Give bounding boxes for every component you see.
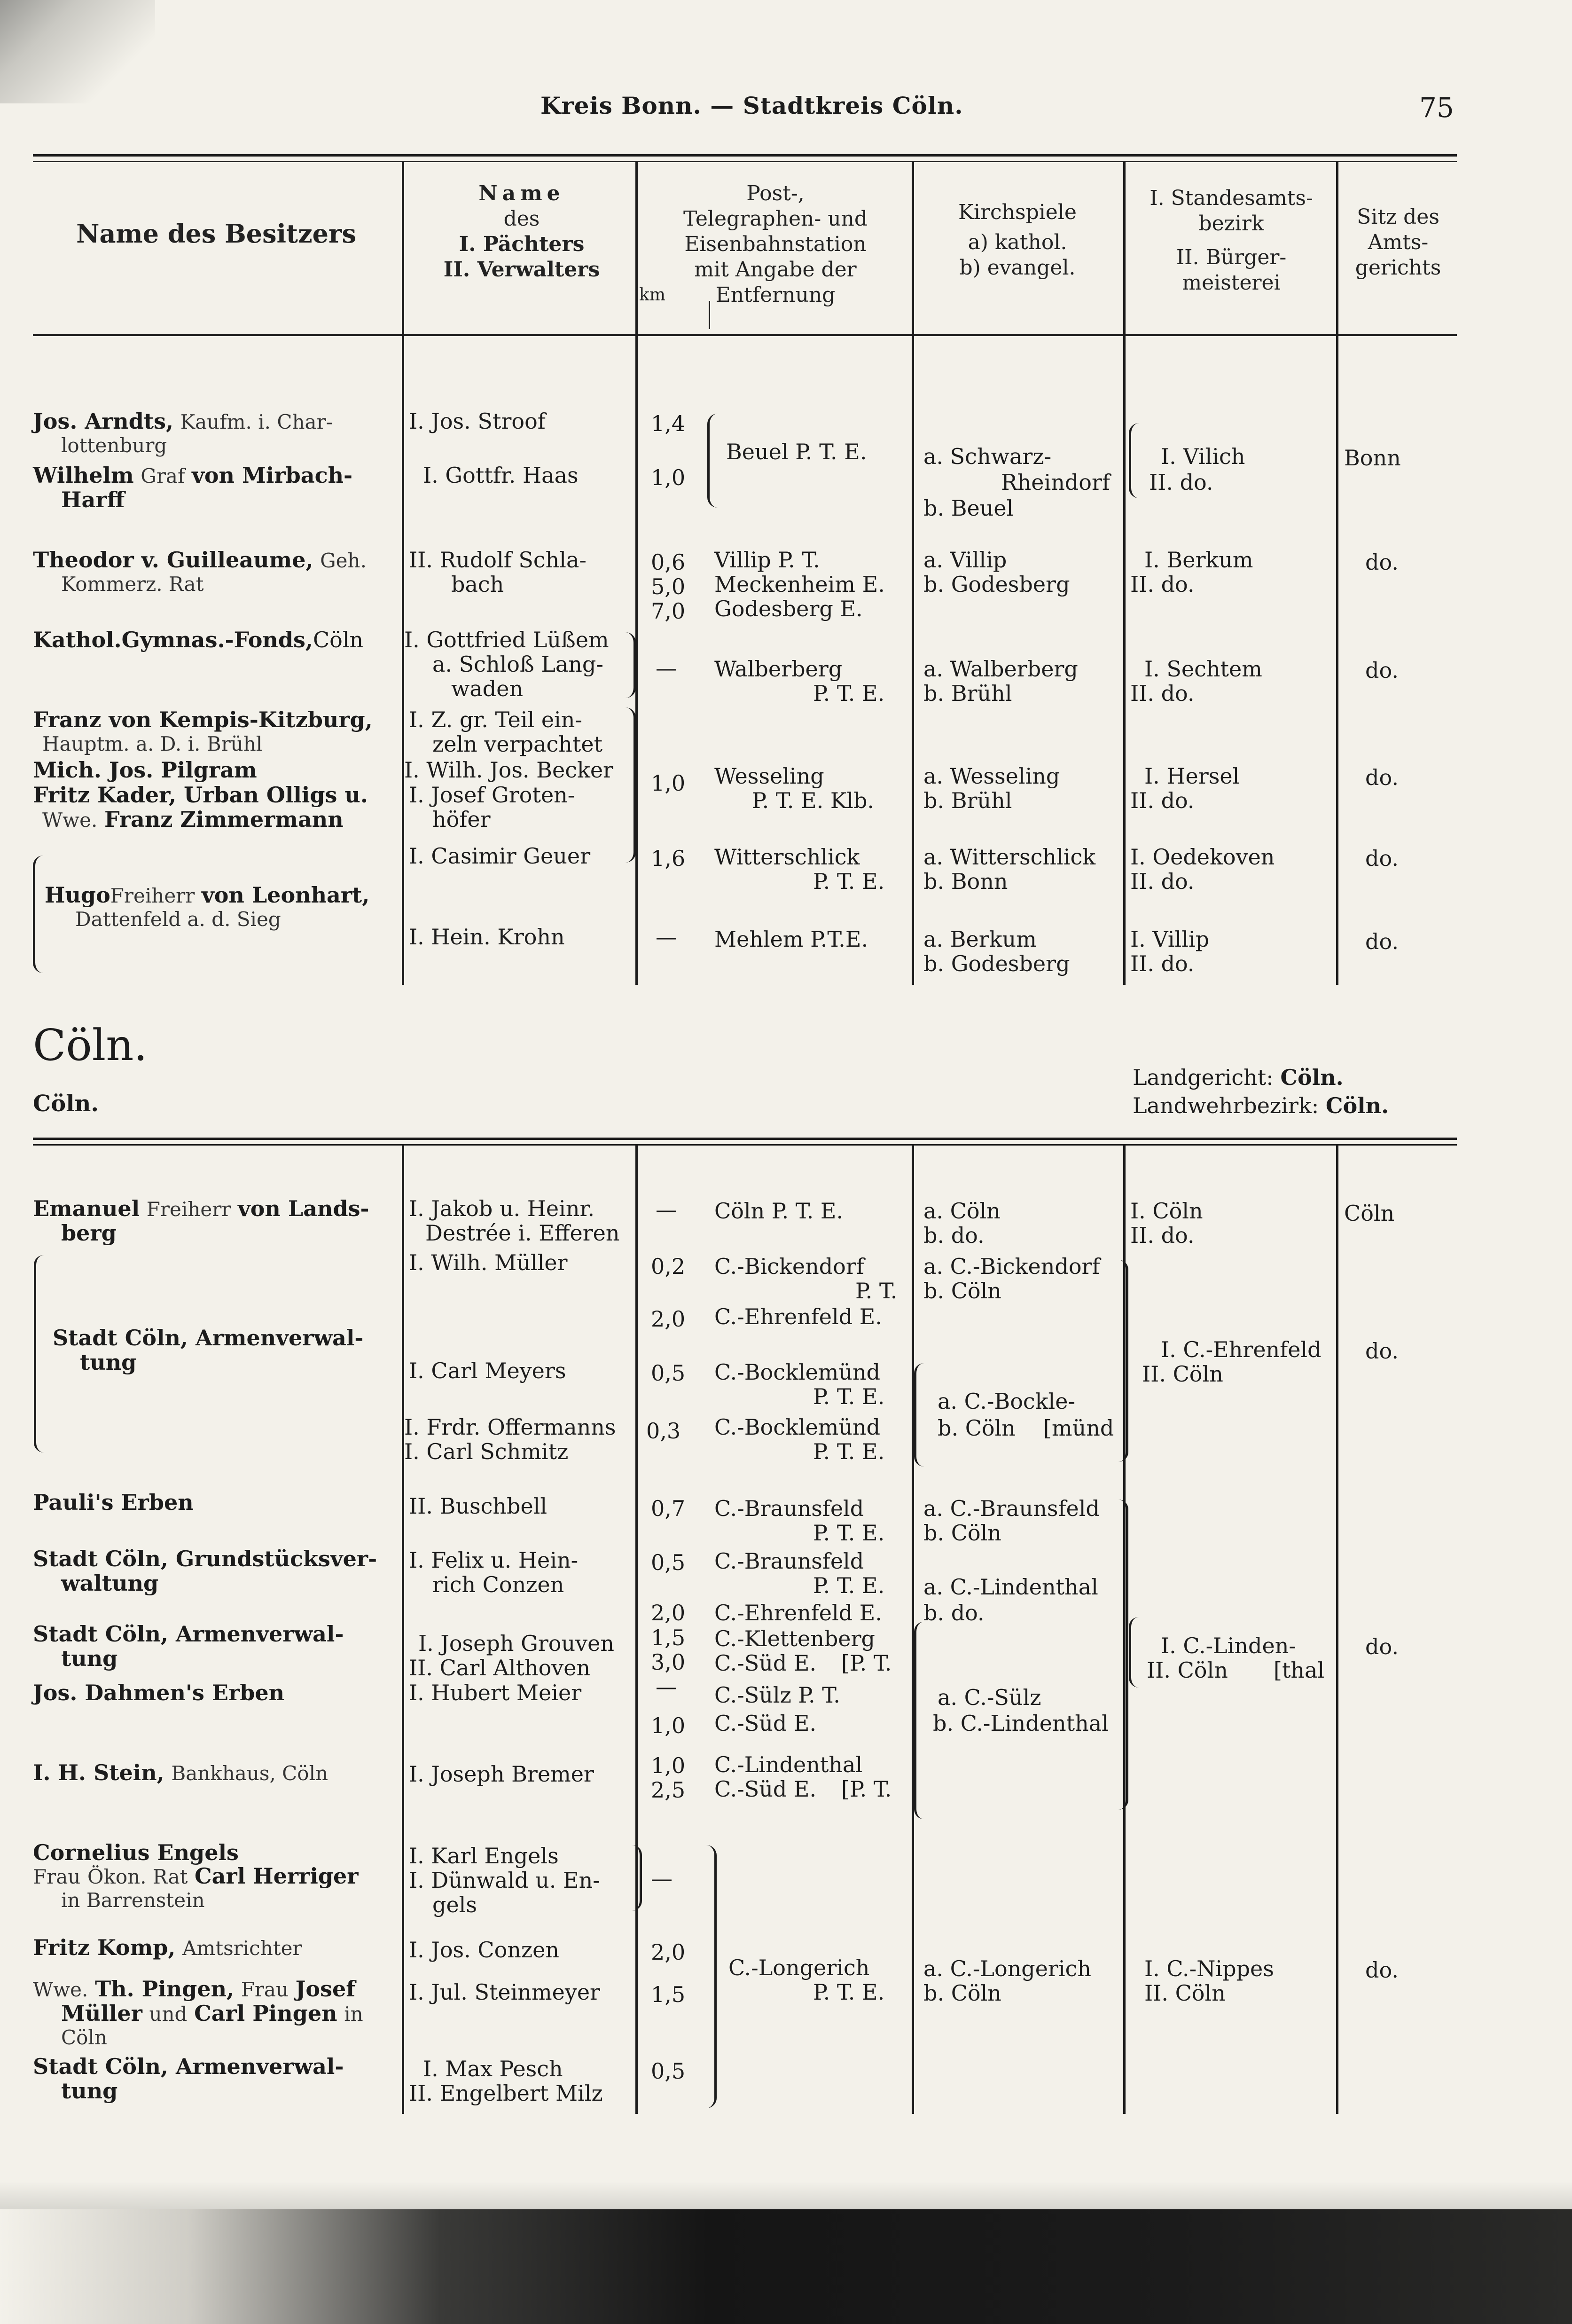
coeln-c6-k1: a. C.-Sülz: [938, 1685, 1041, 1710]
column-header-kirchspiele: [914, 200, 1121, 281]
coeln-c5-sitz: do.: [1365, 1634, 1399, 1659]
coeln-c3-k2: b. Cöln: [923, 1520, 1001, 1546]
coeln-c4-tenant-b: rich Conzen: [432, 1572, 564, 1597]
bonn-r7-tenant-b: höfer: [432, 807, 491, 832]
coeln-c1-owner: [33, 1196, 369, 1222]
col-name-l1: Name: [478, 181, 565, 205]
owner-name-cont: von Mirbach-: [192, 463, 353, 488]
bonn-r3-s1: I. Berkum: [1144, 547, 1253, 573]
bonn-r3-post1: Villip P. T.: [714, 547, 820, 573]
coeln-c9-tenant-b: gels: [432, 1892, 477, 1917]
col-kirch-l2: a) kathol.: [968, 230, 1067, 254]
coeln-c1-tenant-b: Destrée i. Efferen: [425, 1220, 620, 1246]
bonn-r9-tenant: I. Hein. Krohn: [409, 924, 565, 950]
bonn-r4-tenant-b: a. Schloß Lang-: [432, 652, 603, 677]
section-rule-1: [33, 1138, 1457, 1140]
owner-title: Freiherr: [110, 884, 195, 907]
coeln-c1-km: —: [656, 1197, 677, 1222]
bonn-r8-k1: a. Witterschlick: [923, 844, 1096, 870]
coeln-c9-tenant-a: I. Dünwald u. En-: [409, 1868, 600, 1893]
bonn-r8-km: 1,6: [651, 846, 686, 871]
landwehr-value: Cöln.: [1325, 1093, 1389, 1118]
coeln-c10-km: 2,0: [651, 1939, 686, 1965]
bonn-r2-owner: [33, 463, 352, 488]
coeln-c12-owner: Stadt Cöln, Armenverwal-: [33, 2054, 344, 2079]
coeln-c2-t2: I. Carl Meyers: [409, 1358, 566, 1383]
coeln-c7-tenant: I. Joseph Bremer: [409, 1761, 594, 1787]
bonn-r8-tenant: I. Casimir Geuer: [409, 843, 591, 869]
coeln-c5-t2: II. Carl Althoven: [409, 1655, 591, 1680]
coeln-c7-km2: 2,5: [651, 1777, 686, 1803]
col-stand-l3: II. Bürger-: [1176, 245, 1287, 269]
col-kirch-l3: b) evangel.: [959, 256, 1076, 280]
coeln-c5-km1: 1,5: [651, 1625, 686, 1650]
bonn-r4-s1: I. Sechtem: [1144, 656, 1262, 682]
coeln-c2-k1b: b. Cöln: [923, 1278, 1001, 1303]
col-stand-l4: meisterei: [1182, 271, 1281, 295]
coeln-c2-t4: I. Carl Schmitz: [404, 1439, 569, 1464]
coeln-c1-s1: I. Cöln: [1130, 1198, 1203, 1224]
coeln-c6-post2: C.-Süd E.: [714, 1711, 817, 1736]
bonn-r4-k1: a. Walberberg: [923, 656, 1078, 682]
owner-title-2: Frau: [241, 1978, 289, 2001]
coeln-c3-owner: Pauli's Erben: [33, 1490, 194, 1515]
coeln-c4-owner: Stadt Cöln, Grundstücksver-: [33, 1546, 377, 1571]
column-header-owner: Name des Besitzers: [76, 219, 356, 249]
coeln-c7-km1: 1,0: [651, 1753, 686, 1778]
coeln-c5-km2: 3,0: [651, 1649, 686, 1675]
col-name-l4: II. Verwalters: [443, 258, 600, 282]
landgericht-label: Landgericht:: [1133, 1065, 1274, 1090]
vline-5: [1336, 162, 1338, 985]
header-rule-top: [33, 154, 1457, 157]
owner-title: Graf: [141, 464, 185, 487]
bonn-r12-sitz: Bonn: [1344, 445, 1401, 471]
coeln-c1-k1: a. Cöln: [923, 1198, 1001, 1224]
coeln-c5-s-brace: [1118, 1500, 1128, 1810]
coeln-c4-post: C.-Braunsfeld: [714, 1548, 864, 1574]
coeln-c2-km3: 0,5: [651, 1360, 686, 1386]
vline-3: [912, 162, 914, 985]
coeln-c8-s2: II. Cöln: [1144, 1980, 1226, 2006]
owner-title: Amtsrichter: [182, 1937, 302, 1960]
vline-c2: [635, 1146, 638, 2114]
coeln-c2-km2: 2,0: [651, 1306, 686, 1332]
section-subtitle: Cöln.: [33, 1091, 99, 1117]
coeln-c8-post2: P. T. E.: [813, 1979, 885, 2005]
col-name-l3: I. Pächters: [459, 232, 585, 256]
owner-title: Wwe.: [42, 809, 98, 832]
bonn-r12-s2: II. do.: [1149, 470, 1213, 495]
owner-name: Jos. Arndts,: [33, 408, 174, 434]
bonn-r3-km3: 7,0: [651, 598, 686, 624]
coeln-c6-post1: C.-Sülz P. T.: [714, 1682, 840, 1708]
coeln-c2-post1b: P. T.: [855, 1278, 898, 1303]
landgericht: [1133, 1065, 1344, 1090]
bonn-r1-tenant: I. Jos. Stroof: [409, 408, 546, 434]
bonn-r4-owner: [33, 628, 363, 652]
coeln-c8-post1: C.-Longerich: [728, 1955, 870, 1980]
coeln-c4-km: 0,5: [651, 1550, 686, 1575]
bonn-r9-s2: II. do.: [1130, 951, 1195, 976]
coeln-c3-km: 0,7: [651, 1496, 686, 1521]
bonn-r5-tenant-a: I. Z. gr. Teil ein-: [409, 707, 582, 732]
bonn-r5-tenant-b: zeln verpachtet: [432, 731, 603, 757]
bonn-r8-s1: I. Oedekoven: [1130, 844, 1275, 870]
bonn-r3-k2: b. Godesberg: [923, 572, 1070, 597]
bonn-r6-km: 1,0: [651, 770, 686, 796]
coeln-c9-owner: [33, 1864, 358, 1889]
bonn-r12-k3: b. Beuel: [923, 495, 1014, 521]
coeln-c2-sitz: do.: [1365, 1338, 1399, 1364]
section-title: Cöln.: [33, 1020, 148, 1070]
coeln-c8-tenant: I. Karl Engels: [409, 1843, 559, 1869]
bonn-r4-brace: [625, 632, 636, 698]
bonn-r4-k2: b. Brühl: [923, 681, 1012, 706]
bonn-r7-tenant-a: I. Josef Groten-: [409, 782, 575, 808]
bonn-r4-km: —: [656, 655, 677, 681]
col-post-km: km: [639, 285, 665, 305]
bonn-r8-k2: b. Bonn: [923, 869, 1008, 894]
coeln-c12-tenant-b: II. Engelbert Milz: [409, 2081, 603, 2106]
bonn-r12-k1: a. Schwarz-: [923, 444, 1052, 469]
owner-place: Cöln: [313, 627, 364, 652]
vline-1: [402, 162, 404, 985]
bonn-r9-k2: b. Godesberg: [923, 951, 1070, 976]
coeln-c1-owner-cont: berg: [61, 1220, 117, 1246]
page-header: [0, 92, 1572, 129]
bonn-r7-owner-cont: [42, 807, 344, 832]
coeln-c6-km1: —: [656, 1674, 677, 1699]
vline-c5: [1336, 1146, 1338, 2114]
coeln-c4-k1: a. C.-Lindenthal: [923, 1574, 1098, 1600]
col-sitz-l2: Amts-: [1368, 230, 1429, 254]
owner-name-2: Josef: [295, 1976, 356, 2002]
header-rule-top-2: [33, 161, 1457, 162]
owner-title: Bankhaus, Cöln: [171, 1762, 328, 1785]
bonn-r6-k2: b. Brühl: [923, 788, 1012, 813]
owner-name: Theodor v. Guilleaume,: [33, 547, 313, 573]
column-header-sitz: [1339, 204, 1457, 281]
coeln-c89-brace: [632, 1845, 642, 1911]
bonn-r3-tenant-a: II. Rudolf Schla-: [409, 547, 587, 573]
coeln-c3-tenant: II. Buschbell: [409, 1493, 547, 1519]
bonn-r12-brace-2: [1129, 423, 1140, 498]
coeln-c2-brace: [34, 1255, 44, 1452]
coeln-c11-tenant: I. Jul. Steinmeyer: [409, 1979, 601, 2005]
coeln-c3-postb: P. T. E.: [813, 1520, 885, 1546]
bonn-r4-tenant-c: waden: [451, 676, 524, 701]
owner-conj: und: [149, 2002, 188, 2026]
coeln-c5-post2: C.-Süd E.: [714, 1650, 817, 1676]
owner-name-4: Carl Pingen: [194, 2001, 337, 2026]
coeln-c2-post3: C.-Bocklemünd: [714, 1359, 881, 1385]
col-post-l1: Post-,: [746, 181, 805, 205]
column-header-standesamt: [1126, 186, 1337, 296]
vline-2: [635, 162, 638, 985]
col-post-l5: Entfernung: [715, 283, 836, 307]
owner-name-cont: von Leonhart,: [201, 882, 370, 908]
owner-name: Hugo: [45, 882, 110, 908]
coeln-c2-post1: C.-Bickendorf: [714, 1254, 864, 1279]
bonn-r6-s2: II. do.: [1130, 788, 1195, 813]
col-stand-l1: I. Standesamts-: [1150, 186, 1313, 210]
bonn-r6-k1: a. Wesseling: [923, 763, 1060, 789]
bonn-r3-s2: II. do.: [1130, 572, 1195, 597]
coeln-c8-post-brace: [705, 1845, 717, 2108]
coeln-c2-post2: C.-Ehrenfeld E.: [714, 1304, 882, 1329]
scan-shadow-bottom: [0, 2209, 1572, 2324]
coeln-c2-s-brace: [1118, 1260, 1128, 1462]
coeln-c2-post3b: P. T. E.: [813, 1384, 885, 1409]
coeln-c4-postb: P. T. E.: [813, 1573, 885, 1598]
bonn-r8-post1: Witterschlick: [714, 844, 860, 870]
bonn-r6-post2: P. T. E. Klb.: [752, 788, 875, 813]
column-header-name: [404, 181, 639, 283]
bonn-r6-brace: [625, 707, 636, 863]
coeln-c8-k1: a. C.-Longerich: [923, 1956, 1092, 1981]
owner-name: Wilhelm: [33, 463, 134, 488]
coeln-c7-post2b: [P. T.: [841, 1776, 892, 1802]
bonn-r12-brace: [707, 414, 718, 508]
col-post-l2: Telegraphen- und: [683, 207, 868, 231]
owner-title: Kaufm. i. Char-: [180, 410, 333, 433]
bonn-r3-km2: 5,0: [651, 574, 686, 599]
bonn-r1-owner: [33, 409, 333, 434]
coeln-c2-post4b: P. T. E.: [813, 1439, 885, 1464]
bonn-r7-owner: Fritz Kader, Urban Olligs u.: [33, 782, 368, 808]
bonn-r3-k1: a. Villip: [923, 547, 1007, 573]
landwehr-label: Landwehrbezirk:: [1133, 1093, 1319, 1118]
bonn-r2-owner-cont: Harff: [61, 487, 125, 512]
coeln-c6-k-brace: [914, 1622, 924, 1819]
bonn-r2-tenant: I. Gottfr. Haas: [423, 463, 579, 488]
coeln-c5-s-brace-2: [1129, 1617, 1139, 1688]
bonn-r1-km: 1,4: [651, 411, 686, 436]
coeln-c11-km: 1,5: [651, 1982, 686, 2007]
coeln-c5-t1: I. Joseph Grouven: [418, 1631, 614, 1656]
bonn-r5-owner: Franz von Kempis-Kitzburg,: [33, 707, 373, 732]
coeln-c8-k2: b. Cöln: [923, 1980, 1001, 2006]
coeln-c11-owner: [33, 1977, 355, 2002]
owner-title: Wwe.: [33, 1978, 88, 2001]
coeln-c89-km: —: [651, 1866, 673, 1891]
running-title: Kreis Bonn. — Stadtkreis Cöln.: [540, 92, 963, 119]
bonn-r6-sitz: do.: [1365, 765, 1399, 790]
coeln-c4-k2: b. do.: [923, 1600, 985, 1625]
coeln-c2-s1: I. C.-Ehrenfeld: [1161, 1337, 1322, 1362]
owner-title: Geh.: [320, 549, 367, 572]
owner-title: Frau: [33, 1865, 81, 1888]
owner-title-2: Ökon. Rat: [87, 1865, 188, 1888]
bonn-r6-post1: Wesseling: [714, 763, 824, 789]
coeln-c7-post2: C.-Süd E.: [714, 1776, 817, 1802]
landwehrbezirk: [1133, 1093, 1389, 1118]
coeln-c3-post: C.-Braunsfeld: [714, 1496, 864, 1521]
bonn-r12-s1: I. Vilich: [1161, 444, 1245, 469]
coeln-c11-owner-cont: [61, 2001, 363, 2026]
owner-name: Th. Pingen,: [94, 1976, 235, 2002]
bonn-r12-post: Beuel P. T. E.: [726, 439, 867, 464]
vline-c1: [402, 1146, 404, 2114]
col-sitz-l3: gerichts: [1355, 256, 1441, 280]
bonn-r5-owner-cont: Hauptm. a. D. i. Brühl: [42, 732, 263, 755]
bonn-r3-post2: Meckenheim E.: [714, 572, 885, 597]
coeln-c12-owner-cont: tung: [61, 2078, 118, 2104]
owner-name: I. H. Stein,: [33, 1760, 164, 1785]
bonn-r9-owner-cont: Dattenfeld a. d. Sieg: [75, 908, 281, 931]
coeln-c4-owner-cont: waltung: [61, 1570, 159, 1596]
owner-title: Freiherr: [146, 1198, 231, 1221]
bonn-r9-k1: a. Berkum: [923, 926, 1037, 952]
coeln-c8-sitz: do.: [1365, 1957, 1399, 1983]
bonn-r4-post2: P. T. E.: [813, 681, 885, 706]
col-sitz-l1: Sitz des: [1357, 205, 1439, 229]
coeln-c5-post2b: [P. T.: [841, 1650, 892, 1676]
bonn-r9-km: —: [656, 924, 677, 950]
coeln-c2-owner-cont: tung: [80, 1350, 137, 1375]
bonn-r2-km: 1,0: [651, 465, 686, 490]
coeln-c2-km1: 0,2: [651, 1254, 686, 1279]
bonn-r3-sitz: do.: [1365, 550, 1399, 575]
coeln-c2-k-brace: [914, 1363, 924, 1467]
coeln-c4-tenant-a: I. Felix u. Hein-: [409, 1547, 579, 1573]
coeln-c1-sitz: Cöln: [1344, 1201, 1395, 1226]
coeln-c7-post1: C.-Lindenthal: [714, 1752, 863, 1777]
bonn-r9-sitz: do.: [1365, 929, 1399, 954]
coeln-c2-t1: I. Wilh. Müller: [409, 1250, 568, 1275]
bonn-r3-tenant-b: bach: [451, 572, 504, 597]
section-rule-2: [33, 1144, 1457, 1146]
bonn-r3-owner-cont: Kommerz. Rat: [61, 573, 204, 596]
bonn-r9-owner: [45, 883, 369, 908]
coeln-c2-km4: 0,3: [646, 1418, 681, 1444]
header-rule-bottom: [33, 334, 1457, 336]
bonn-r3-post3: Godesberg E.: [714, 596, 863, 621]
coeln-c11-owner-place: Cöln: [61, 2026, 107, 2049]
coeln-c3-k1: a. C.-Braunsfeld: [923, 1496, 1100, 1521]
col-post-l3: Eisenbahnstation: [684, 232, 867, 256]
owner-name: Kathol.Gymnas.-Fonds,: [33, 627, 313, 652]
bonn-r3-km1: 0,6: [651, 550, 686, 575]
bonn-r4-tenant-a: I. Gottfried Lüßem: [404, 627, 609, 652]
col-name-l2: des: [503, 207, 540, 231]
bonn-r6-tenant: I. Wilh. Jos. Becker: [404, 757, 614, 783]
coeln-c2-s2: II. Cöln: [1142, 1361, 1223, 1387]
coeln-c1-post: Cöln P. T. E.: [714, 1198, 844, 1224]
page-number: 75: [1419, 92, 1454, 124]
coeln-c6-owner: Jos. Dahmen's Erben: [33, 1680, 285, 1705]
col-stand-l2: bezirk: [1198, 212, 1264, 236]
coeln-c9-owner-cont: in Barrenstein: [61, 1889, 205, 1912]
coeln-c4-km2: 2,0: [651, 1600, 686, 1625]
coeln-c4-post2: C.-Ehrenfeld E.: [714, 1600, 882, 1625]
owner-prep: in: [344, 2002, 363, 2026]
coeln-c12-tenant-a: I. Max Pesch: [423, 2056, 563, 2081]
coeln-c5-owner-cont: tung: [61, 1646, 118, 1671]
bonn-r9-s1: I. Villip: [1130, 926, 1210, 952]
bonn-r9-brace: [33, 856, 44, 973]
col-post-l4: mit Angabe der: [694, 258, 857, 282]
coeln-c2-k1: a. C.-Bickendorf: [923, 1254, 1100, 1279]
landgericht-value: Cöln.: [1280, 1065, 1344, 1090]
bonn-r8-sitz: do.: [1365, 846, 1399, 871]
coeln-c2-owner: Stadt Cöln, Armenverwal-: [53, 1325, 364, 1350]
coeln-c5-s2: II. Cöln: [1147, 1657, 1228, 1683]
coeln-c1-tenant-a: I. Jakob u. Heinr.: [409, 1196, 595, 1221]
bonn-r6-s1: I. Hersel: [1144, 763, 1240, 789]
col-kirch-l1: Kirchspiele: [958, 200, 1077, 224]
coeln-c2-k3a: a. C.-Bockle-: [938, 1389, 1076, 1414]
coeln-c6-tenant: I. Hubert Meier: [409, 1680, 582, 1705]
coeln-c8-s1: I. C.-Nippes: [1144, 1956, 1274, 1981]
coeln-c6-k2: b. C.-Lindenthal: [933, 1711, 1109, 1736]
coeln-c12-km: 0,5: [651, 2058, 686, 2084]
bonn-r4-post1: Walberberg: [714, 656, 843, 682]
coeln-c5-s3: [thal: [1274, 1657, 1325, 1683]
bonn-r4-s2: II. do.: [1130, 681, 1195, 706]
coeln-c5-s1: I. C.-Linden-: [1161, 1633, 1296, 1658]
coeln-c1-s2: II. do.: [1130, 1223, 1195, 1248]
owner-name: Carl Herriger: [195, 1863, 359, 1889]
bonn-r8-s2: II. do.: [1130, 869, 1195, 894]
bonn-r6-owner: Mich. Jos. Pilgram: [33, 757, 257, 783]
coeln-c10-tenant: I. Jos. Conzen: [409, 1937, 560, 1963]
coeln-c2-k3c: [münd: [1043, 1415, 1114, 1441]
owner-name: Fritz Komp,: [33, 1935, 176, 1960]
coeln-c7-owner: [33, 1760, 328, 1786]
coeln-c2-t3: I. Frdr. Offermanns: [404, 1414, 616, 1440]
scan-shadow-top: [0, 0, 155, 103]
bonn-r12-k2: Rheindorf: [1001, 470, 1110, 495]
bonn-r8-post2: P. T. E.: [813, 869, 885, 894]
coeln-c2-k3b: b. Cöln: [938, 1415, 1016, 1441]
owner-name-cont: von Lands-: [238, 1196, 369, 1221]
coeln-c5-post1: C.-Klettenberg: [714, 1626, 875, 1651]
owner-name: Emanuel: [33, 1196, 140, 1221]
owner-name-3: Müller: [61, 2001, 142, 2026]
vline-4: [1123, 162, 1126, 985]
coeln-c10-owner: [33, 1935, 302, 1961]
coeln-c2-post4: C.-Bocklemünd: [714, 1414, 881, 1440]
bonn-r3-owner: [33, 548, 367, 573]
bonn-r1-owner-cont: lottenburg: [61, 434, 167, 457]
column-header-post: [639, 181, 912, 308]
coeln-c1-k2: b. do.: [923, 1223, 985, 1248]
vline-km: [709, 301, 710, 329]
owner-name: Franz Zimmermann: [104, 807, 344, 832]
coeln-c6-km2: 1,0: [651, 1713, 686, 1738]
coeln-c5-owner: Stadt Cöln, Armenverwal-: [33, 1621, 344, 1647]
bonn-r4-sitz: do.: [1365, 658, 1399, 683]
coeln-c8-owner: Cornelius Engels: [33, 1840, 239, 1865]
bonn-r9-post: Mehlem P.T.E.: [714, 926, 868, 952]
